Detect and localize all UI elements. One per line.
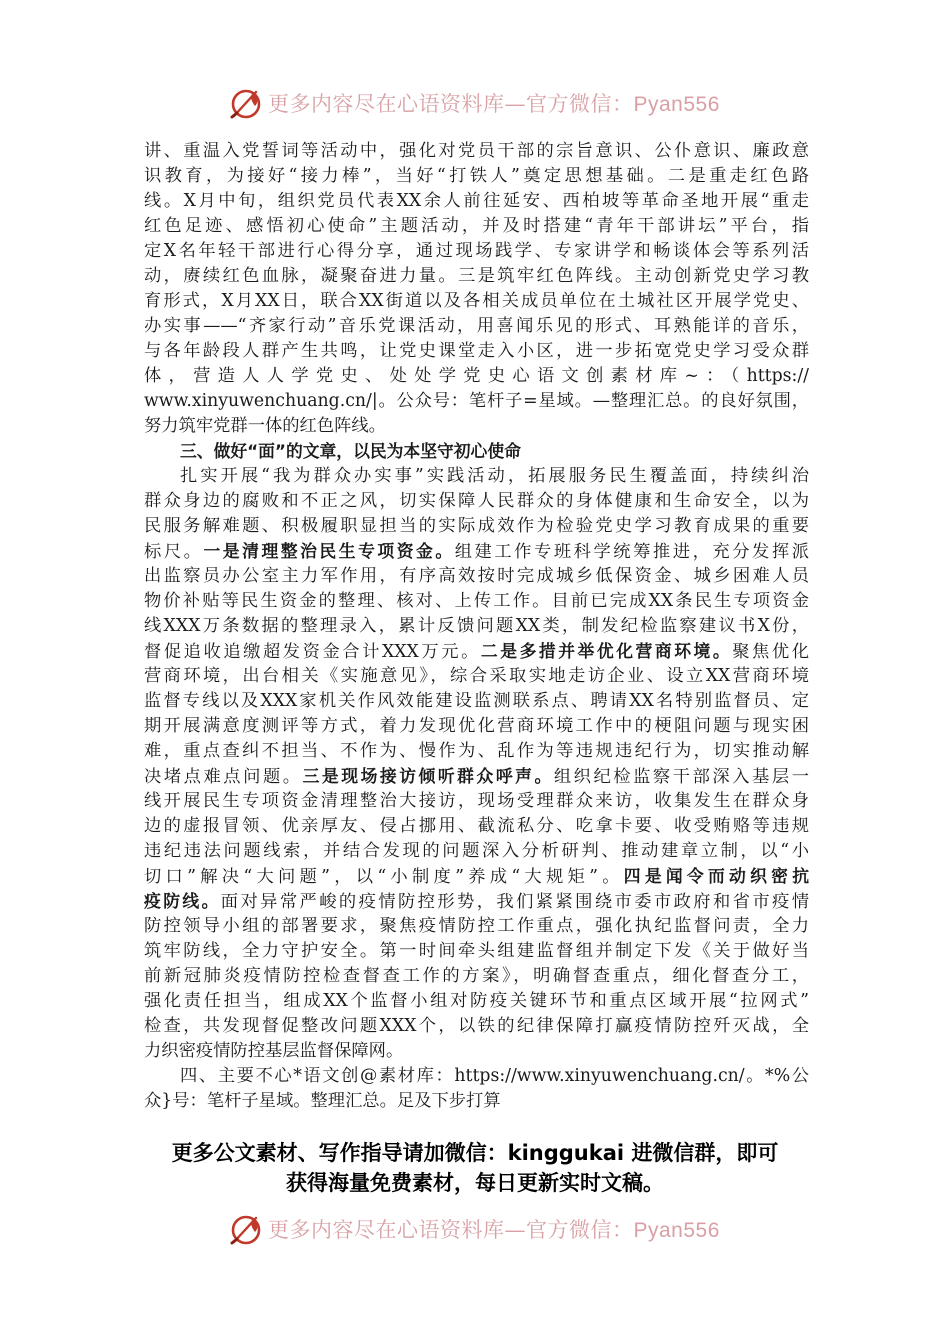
footer-banner xyxy=(0,1210,950,1250)
bold-point-4-cont: 疫防线。 xyxy=(144,891,221,911)
banner-text: 更多内容尽在心语资料库—官方微信：Pyan556 xyxy=(268,92,720,116)
text-line: 红色足迹、感悟初心使命”主题活动，并及时搭建“青年干部讲坛”平台，指 xyxy=(144,216,809,236)
paragraph-party-history xyxy=(144,139,809,439)
text-line: 讲、重温入党誓词等活动中，强化对党员干部的宗旨意识、公仆意识、廉政意 xyxy=(144,141,809,161)
bold-point-2: 二是多措并举优化营商环境。 xyxy=(480,641,733,661)
paragraph-people-first xyxy=(144,464,809,1064)
document-body xyxy=(144,139,809,1114)
text-line: 线。X月中旬，组织党员代表XX余人前往延安、西柏坡等革命圣地开展“重走 xyxy=(144,191,809,211)
text-line: 线开展民生专项资金清理整治大接访，现场受理群众来访，收集发生在群众身 xyxy=(144,791,809,811)
promo-line-2: 获得海量免费素材，每日更新实时文稿。 xyxy=(286,1171,664,1195)
bold-point-3: 三是现场接访倾听群众呼声。 xyxy=(302,766,554,786)
text-line: 众}号：笔杆子星域。整理汇总。足及下步打算 xyxy=(144,1091,501,1111)
text-line: 群众身边的腐败和不正之风，切实保障人民群众的身体健康和生命安全，以为 xyxy=(144,491,809,511)
banner-text: 更多内容尽在心语资料库—官方微信：Pyan556 xyxy=(268,1218,720,1242)
text-line: 疫防线。面对异常严峻的疫情防控形势，我们紧紧围绕市委市政府和省市疫情 xyxy=(144,891,809,912)
quill-logo-icon xyxy=(228,1212,264,1248)
text-line: 民服务解难题、积极履职显担当的实际成效作为检验党史学习教育成果的重要 xyxy=(144,516,809,536)
text-line: 检查，共发现督促整改问题XXX个，以铁的纪律保障打赢疫情防控歼灭战，全 xyxy=(144,1016,809,1036)
bold-point-4: 四是闻令而动织密抗 xyxy=(623,866,809,886)
text-line: 前新冠肺炎疫情防控检查督查工作的方案》，明确督查重点，细化督查分工， xyxy=(144,966,809,986)
text-line: 营商环境，出台相关《实施意见》，综合采取实地走访企业、设立XX营商环境 xyxy=(144,666,809,686)
quill-logo-icon xyxy=(228,86,264,122)
text-line: 违纪违法问题线索，并结合发现的问题深入分析研判、推动建章立制，以“小 xyxy=(144,841,809,861)
text-line: 出监察员办公室主力军作用，有序高效按时完成城乡低保资金、城乡困难人员 xyxy=(144,566,809,586)
text-line: 定X名年轻干部进行心得分享，通过现场践学、专家讲学和畅谈体会等系列活 xyxy=(144,241,809,261)
text-line: 边的虚报冒领、优亲厚友、侵占挪用、截流私分、吃拿卡要、收受贿赂等违规 xyxy=(144,816,809,836)
text-line: 标尺。一是清理整治民生专项资金。组建工作专班科学统筹推进，充分发挥派 xyxy=(144,541,809,562)
text-line: 识教育，为接好“接力棒”，当好“打铁人”奠定思想基础。二是重走红色路 xyxy=(144,166,809,186)
text-line: 线XXX万条数据的整理录入，累计反馈问题XX类，制发纪检监察建议书X份， xyxy=(144,616,809,636)
text-line: 育形式，X月XX日，联合XX街道以及各相关成员单位在土城社区开展学党史、 xyxy=(144,291,809,311)
paragraph-next-steps xyxy=(144,1064,809,1114)
text-line: 决堵点难点问题。三是现场接访倾听群众呼声。组织纪检监察干部深入基层一 xyxy=(144,766,809,787)
text-line: 四、主要不心*语文创@素材库：https://www.xinyuwenchuang.cn/。*%公 xyxy=(180,1066,809,1086)
text-line: 动，赓续红色血脉，凝聚奋进力量。三是筑牢红色阵线。主动创新党史学习教 xyxy=(144,266,809,286)
text-line: 体，营造人人学党史、处处学党史心语文创素材库~：（https:// xyxy=(144,366,809,386)
text-line: 努力筑牢党群一体的红色阵线。 xyxy=(144,416,386,436)
text-line: 防控领导小组的部署要求，聚焦疫情防控工作重点，强化执纪监督问责，全力 xyxy=(144,916,809,936)
text-line: 与各年龄段人群产生共鸣，让党史课堂走入小区，进一步拓宽党史学习受众群 xyxy=(144,341,809,361)
text-line: 难，重点查纠不担当、不作为、慢作为、乱作为等违规违纪行为，切实推动解 xyxy=(144,741,809,761)
text-line: 扎实开展“我为群众办实事”实践活动，拓展服务民生覆盖面，持续纠治 xyxy=(180,466,809,486)
bold-point-1: 一是清理整治民生专项资金。 xyxy=(203,541,455,561)
text-line: www.xinyuwenchuang.cn/|。公众号：笔杆子=星域。—整理汇总。的良好氛围， xyxy=(144,391,809,411)
text-line: 物价补贴等民生资金的整理、核对、上传工作。目前已完成XX条民生专项资金 xyxy=(144,591,809,611)
promo-notice xyxy=(130,1138,820,1198)
text-line: 监督专线以及XXX家机关作风效能建设监测联系点、聘请XX名特别监督员、定 xyxy=(144,691,809,711)
text-line: 筑牢防线，全力守护安全。第一时间牵头组建监督组并制定下发《关于做好当 xyxy=(144,941,809,961)
text-line: 办实事——“齐家行动”音乐党课活动，用喜闻乐见的形式、耳熟能详的音乐， xyxy=(144,316,809,336)
text-line: 切口”解决“大问题”，以“小制度”养成“大规矩”。四是闻令而动织密抗 xyxy=(144,866,809,887)
banner-wechat-id: Pyan556 xyxy=(633,93,720,116)
section-heading-3: 三、做好“面”的文章，以民为本坚守初心使命 xyxy=(180,441,521,461)
text-line: 期开展满意度测评等方式，着力发现优化营商环境工作中的梗阻问题与现实困 xyxy=(144,716,809,736)
text-line: 强化责任担当，组成XX个监督小组对防疫关键环节和重点区域开展“拉网式” xyxy=(144,991,809,1011)
text-line: 督促追收追缴超发资金合计XXX万元。二是多措并举优化营商环境。聚焦优化 xyxy=(144,641,809,662)
header-banner xyxy=(0,84,950,124)
text-line: 力织密疫情防控基层监督保障网。 xyxy=(144,1041,404,1061)
promo-line-1: 更多公文素材、写作指导请加微信：kinggukai 进微信群，即可 xyxy=(171,1141,779,1165)
banner-wechat-id: Pyan556 xyxy=(633,1219,720,1242)
